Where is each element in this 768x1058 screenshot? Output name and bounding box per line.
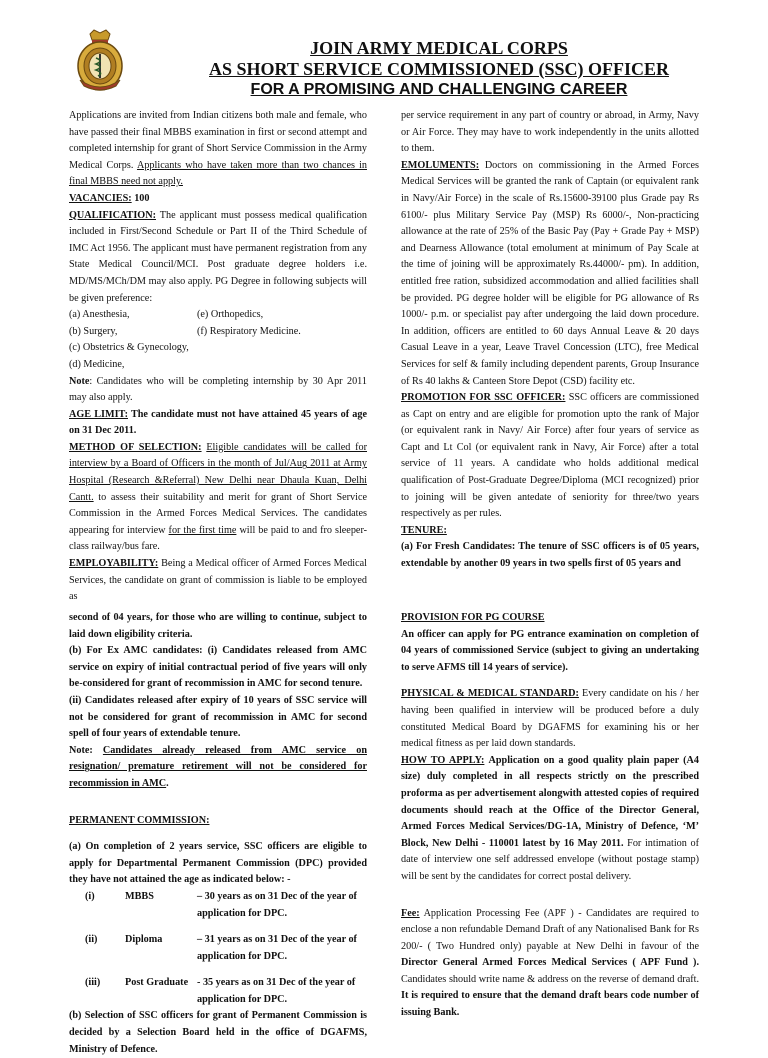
recommission-note: Candidates already released from AMC service on resignation/ premature retirement will not be considered for recommission in AMC (69, 744, 367, 789)
how-to-apply-text: Application on a good quality plain paper (A4 size) duly completed in all respects strictly on the prescribed proforma as per advertisement alongwith attested copies of required documents should reach at the Office of the Director General, Armed Forces Medical Services/DG-1A, Ministry of Defence, ‘M’ Block, New Delhi - 110001 latest by 16 May 2011. (401, 754, 699, 849)
note-label-2: Note: (69, 744, 93, 756)
vacancies-value: 100 (134, 192, 150, 204)
title-line-1: JOIN ARMY MEDICAL CORPS (310, 38, 568, 58)
title-line-2: AS SHORT SERVICE COMMISSIONED (SSC) OFFICER (209, 59, 669, 79)
how-to-apply-label: HOW TO APPLY: (401, 754, 485, 766)
employability-text: Being a Medical officer of Armed Forces Medical Services, the candidate on grant of commission is liable to be employed as (69, 558, 368, 603)
service-requirement-text: per service requirement in any part of country or abroad, in Army, Navy or Air Force. They may have to work independently in the units allotted to them. (401, 110, 699, 155)
page-title (150, 38, 728, 100)
left-column-top: Applications are invited from Indian citizens both male and female, who have passed their final MBBS examination in first or second attempt and completed internship for grant of Short Service Commission in the Army Medical Corps. Applicants who have taken more than two chances in final MBBS need not apply. VACANCIES: 100 QUALIFICATION: The applicant must possess medical qualification included in First/Second Schedule or Part II of the Third Schedule of IMC Act 1956. The applicant must have permanent registration from any State Medical Council/MCI. Post graduate degree holders i.e. MD/MS/MCh/DM may also apply. PG Degree in following subjects will be given preference: (a) Anesthesia, (e) Orthopedics, (b) Surgery, (f) Respiratory Medicine. (c) Obstetrics & Gynecology, (d) Medicine, Note: Candidates who will be completing internship by 30 Apr 2011 may also apply. AGE LIMIT: The candidate must not have attained 45 years of age on 31 Dec 2011. METHOD OF SELECTION: Eligible candidates will be called for interview by a Board of Officers in the month of Jul/Aug 2011 at Army Hospital (Research &Referral) New Delhi near Dhaula Kuan, Delhi Cantt. to assess their suitability and merit for grant of Short Service Commission in the Armed Forces Medical Services. The candidates appearing for interview for the first time will be paid to and fro sleeper-class railway/bus fare. EMPLOYABILITY: Being a Medical officer of Armed Forces Medical Services, the candidate on grant of commission is liable to be employed as (69, 110, 368, 603)
subject-row: (b) Surgery, (f) Respiratory Medicine. (69, 325, 301, 337)
age-limit-label: AGE LIMIT: (69, 408, 128, 420)
fee-text: Application Processing Fee (APF ) - Candidates are required to enclose a non refundable Demand Draft of any Nationalised Bank for Rs 200/- ( Two Hundred only) payable at New Delhi in favour of the (401, 907, 699, 952)
right-column-bottom: PROVISION FOR PG COURSE An officer can apply for PG entrance examination on completion of 04 years of commissioned Service (subject to giving an undertaking to serve AFMS till 14 years of service). PHYSICAL & MEDICAL STANDARD: Every candidate on his / her having been qualified in interview will be produced before a duly constituted Medical Board by DGAFMS for examining his or her medical fitness as per laid down standards. HOW TO APPLY: Application on a good quality plain paper (A4 size) duly completed in all respects strictly on the prescribed proforma as per advertisement alongwith attested copies of required documents should reach at the Office of the Director General, Armed Forces Medical Services/DG-1A, Ministry of Defence, ‘M’ Block, New Delhi - 110001 latest by 16 May 2011. For intimation of date of interview one self addressed envelope (without postage stamp) will be sent by the candidates for correct postal delivery. Fee: Application Processing Fee (APF ) - Candidates are required to enclose a non refundable Demand Draft of any Nationalised Bank for Rs 200/- ( Two Hundred only) payable at New Delhi in favour of the Director General Armed Forces Medical Services ( APF Fund ). Candidates should write name & address on the reverse of demand draft. It is required to ensure that the demand draft bears code number of issuing Bank. (401, 612, 699, 1019)
age-limit-text: The candidate must not have attained 45 years of age on 31 Dec 2011. (69, 408, 367, 437)
note-text: : Candidates who will be completing internship by 30 Apr 2011 may also apply. (69, 375, 367, 404)
army-medical-corps-emblem-icon (72, 28, 128, 94)
age-criteria-row: (i) MBBS – 30 years as on 31 Dec of the year of (85, 890, 357, 902)
physical-standard-label: PHYSICAL & MEDICAL STANDARD: (401, 688, 579, 700)
qualification-text: The applicant must possess medical qualification included in First/Second Schedule or Part II of the Third Schedule of IMC Act 1956. The applicant must have permanent registration from any State Medical Council/MCI. Post graduate degree holders i.e. MD/MS/MCh/DM may also apply. PG Degree in following subjects will be given preference: (69, 209, 367, 304)
permanent-commission-text: (a) On completion of 2 years service, SSC officers are eligible to apply for Departmental Permanent Commission (DPC) provided they have not attained the age as indicated below: - (69, 841, 367, 886)
subject-row: (a) Anesthesia, (e) Orthopedics, (69, 309, 264, 321)
title-line-3: FOR A PROMISING AND CHALLENGING CAREER (250, 81, 628, 98)
method-interview-text: Eligible candidates will be called for interview by a Board of Officers in the month of Jul/Aug 2011 at Army Hospital (Research &Referral) New Delhi near Dhaula Kuan, Delhi Cantt. (69, 441, 368, 503)
permanent-commission-label: PERMANENT COMMISSION: (69, 814, 210, 826)
qualification-label: QUALIFICATION: (69, 209, 156, 221)
promotion-label: PROMOTION FOR SSC OFFICER: (401, 392, 566, 404)
promotion-text: SSC officers are commissioned as Capt on entry and are eligible for promotion upto the rank of Major (or equivalent rank in Navy/ Air Force) after four years of service as Capt and Lt Col (or equivalent rank in Navy, Air Force) after a total service of 11 years. A candidate who holds additional medical qualification of Post-Graduate Degree/Diploma (MCI recognized) prior to joining will be given antedate of seniority for three/two years respectively as per rules. (401, 392, 700, 520)
vacancies-label: VACANCIES: (69, 192, 132, 204)
employability-label: EMPLOYABILITY: (69, 558, 159, 570)
tenure-label: TENURE: (401, 524, 447, 536)
subject-row: (d) Medicine, (69, 358, 125, 370)
age-criteria-row: (ii) Diploma – 31 years as on 31 Dec of the year of (85, 934, 357, 946)
emoluments-label: EMOLUMENTS: (401, 159, 480, 171)
subject-row: (c) Obstetrics & Gynecology, (69, 342, 189, 354)
emoluments-text: Doctors on commissioning in the Armed Forces Medical Services will be granted the rank of Captain (or equivalent rank in Navy/Air Force) in the scale of Rs.15600-39100 plus Grade pay Rs 6100/- plus Military Service Pay (MSP) Rs 6000/-, Non-practicing allowance at the rate of 25% of the Basic Pay (Pay + Grade Pay + MSP) and Dearness Allowance (total emolument at minimum of Pay Scale at the time of joining will be approximately Rs.44000/- pm). In addition, entitled free ration, subsidized accommodation and allied facilities shall be provided. PG degree holder will be eligible for PG allowance of Rs 1000/- p.m. or specialist pay after undergoing the laid down procedure. In addition, officers are entitled to 60 days Annual Leave & 20 days Casual Leave in a year, Leave Travel Concession (LTC), free Medical Services for self & family including dependent parents, Group Insurance of Rs 40 lakhs & Canteen Store Depot (CSD) facility etc. (401, 159, 699, 387)
fee-label: Fee: (401, 907, 420, 919)
selection-label: (b) (69, 1010, 82, 1022)
intro-text: Applications are invited from Indian citizens both male and female, who have passed their final MBBS examination in first or second attempt and completed internship for grant of Short Service Commission in the Army Medical Corps. (69, 110, 367, 171)
age-criteria-row: (iii) Post Graduate - 35 years as on 31 Dec of the year of (85, 977, 356, 989)
pg-course-label: PROVISION FOR PG COURSE (401, 612, 545, 623)
tenure-text: (a) For Fresh Candidates: The tenure of SSC officers is of 05 years, extendable by another 09 years in two spells first of 05 years and (401, 541, 699, 570)
selection-text: Selection of SSC officers for grant of Permanent Commission is decided by a Selection Board held in the office of DGAFMS, Ministry of Defence. (69, 1010, 368, 1055)
note-label: Note (69, 375, 90, 387)
right-column-top (401, 108, 699, 573)
method-label: METHOD OF SELECTION: (69, 441, 202, 453)
tenure-continued: second of 04 years, for those who are willing to continue, subject to laid down eligibility criteria. (69, 612, 367, 640)
pg-course-text: An officer can apply for PG entrance examination on completion of 04 years of commissioned Service (subject to giving an undertaking to serve AFMS till 14 years of service). (401, 628, 699, 673)
ex-amc-text-2: (ii) Candidates released after expiry of 10 years of SSC service will not be considered for grant of recommission in AMC for second spell of four years of extendable tenure. (69, 694, 367, 740)
physical-standard-text: Every candidate on his / her having been qualified in interview will be produced before a duly constituted Medical Board by DGAFMS for examining his or her medical fitness as per laid down standards. (401, 688, 699, 750)
intro-restriction: Applicants who have taken more than two chances in final MBBS need not apply. (69, 159, 367, 188)
ex-amc-text: (b) For Ex AMC candidates: (i) Candidates released from AMC service on expiry of initial contractual period of five years will only be-considered for grant of recommission in AMC for second tenure. (69, 645, 367, 690)
left-column-bottom: second of 04 years, for those who are willing to continue, subject to laid down eligibility criteria. (b) For Ex AMC candidates: (i) Candidates released from AMC service on expiry of initial contractual period of five years will only be-considered for grant of recommission in AMC for second tenure. (ii) Candidates released after expiry of 10 years of SSC service will not be considered for grant of recommission in AMC for second spell of four years of extendable tenure. Note: Candidates already released from AMC service on resignation/ premature retirement will not be considered for recommission in AMC. PERMANENT COMMISSION: (a) On completion of 2 years service, SSC officers are eligible to apply for Departmental Permanent Commission (DPC) provided they have not attained the age as indicated below: - (i) MBBS – 30 years as on 31 Dec of the year of application for DPC. (ii) Diploma – 31 years as on 31 Dec of the year of application for DPC. (iii) Post Graduate - 35 years as on 31 Dec of the year of application for DPC. (b) Selection of SSC officers for grant of Permanent Commission is decided by a Selection Board held in the office of DGAFMS, Ministry of Defence. (69, 612, 368, 1055)
